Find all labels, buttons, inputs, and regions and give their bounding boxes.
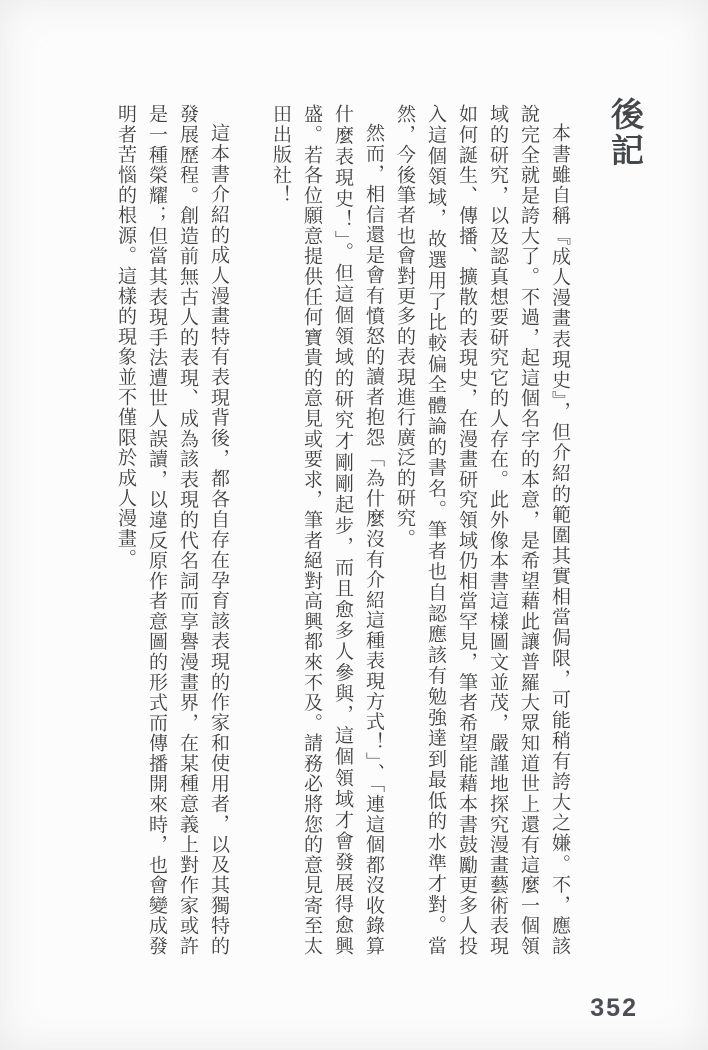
paragraph-3: 這本書介紹的成人漫畫特有表現背後，都各自存在孕育該表現的作家和使用者，以及其獨特的發展歷程。創造前無古人的表現、成為該表現的代名詞而享譽漫畫界，在某種意義上對作家或許是一種榮耀；但當其表現手法遭世人誤讀，以違反原作者意圖的形式而傳播開來時，也會變成發明者苦惱的根源。這樣的現象並不僅限於成人漫畫。 (115, 104, 229, 956)
body-text-block (107, 104, 575, 956)
paragraph-1: 本書雖自稱『成人漫畫表現史』，但介紹的範圍其實相當侷限，可能稍有誇大之嫌。不，應該說完全就是誇大了。不過，起這個名字的本意，是希望藉此讓普羅大眾知道世上還有這麼一個領域的研究，以及認真想要研究它的人存在。此外像本書這樣圖文並茂，嚴謹地探究漫畫藝術表現如何誕生、傳播、擴散的表現史，在漫畫研究領域仍相當罕見，筆者希望能藉本書鼓勵更多人投入這個領域，故選用了比較偏全體論的書名。筆者也自認應該有勉強達到最低的水準才對。當然，今後筆者也會對更多的表現進行廣泛的研究。 (394, 104, 570, 956)
page-number: 352 (590, 994, 638, 1022)
paragraph-2: 然而，相信還是會有憤怒的讀者抱怨「為什麼沒有介紹這種表現方式！」、「連這個都沒收錄算什麼表現史！」。但這個領域的研究才剛剛起步，而且愈多人參與，這個領域才會發展得愈興盛。若各位願意提供任何寶貴的意見或要求，筆者絕對高興都來不及。請務必將您的意見寄至太田出版社！ (270, 104, 384, 956)
afterword-title: 後記 (607, 97, 644, 169)
